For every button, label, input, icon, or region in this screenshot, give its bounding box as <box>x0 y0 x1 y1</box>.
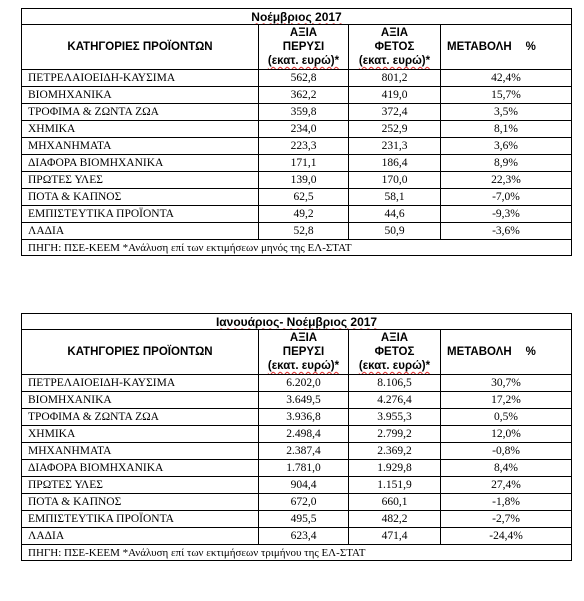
table-row <box>22 392 572 409</box>
row-change: 22,3% <box>441 172 572 189</box>
header-last-year-unit: (εκατ. ευρώ)* <box>267 55 340 67</box>
table-row <box>22 189 572 206</box>
row-current: 58,1 <box>349 189 441 206</box>
table-title-row <box>22 9 572 25</box>
row-change: 3,6% <box>441 138 572 155</box>
monthly-exports-table <box>21 8 572 256</box>
row-last: 359,8 <box>259 104 349 121</box>
table-row <box>22 426 572 443</box>
row-current: 801,2 <box>349 70 441 87</box>
row-change: 30,7% <box>441 375 572 392</box>
table-title: Ιανουάριος- Νοέμβριος 2017 <box>22 314 572 330</box>
table-row <box>22 528 572 545</box>
header-change: ΜΕΤΑΒΟΛΗ % <box>441 25 572 70</box>
row-last: 562,8 <box>259 70 349 87</box>
row-current: 2.369,2 <box>349 443 441 460</box>
table-title-row <box>22 314 572 330</box>
source-row <box>22 545 572 561</box>
row-current: 1.151,9 <box>349 477 441 494</box>
row-current: 3.955,3 <box>349 409 441 426</box>
header-this-year-unit: (εκατ. ευρώ)* <box>358 55 431 67</box>
table-row <box>22 155 572 172</box>
row-change: 15,7% <box>441 87 572 104</box>
row-last: 672,0 <box>259 494 349 511</box>
header-row <box>22 25 572 70</box>
row-last: 139,0 <box>259 172 349 189</box>
table-row <box>22 443 572 460</box>
header-this-year-line1: ΑΞΙΑ <box>380 332 409 344</box>
table-row <box>22 138 572 155</box>
table-row <box>22 494 572 511</box>
row-category: ΕΜΠΙΣΤΕΥΤΙΚΑ ΠΡΟΪΟΝΤΑ <box>22 511 259 528</box>
row-category: ΜΗΧΑΝΗΜΑΤΑ <box>22 443 259 460</box>
row-category: ΔΙΑΦΟΡΑ ΒΙΟΜΗΧΑΝΙΚΑ <box>22 155 259 172</box>
row-category: ΧΗΜΙΚΑ <box>22 121 259 138</box>
row-current: 2.799,2 <box>349 426 441 443</box>
row-last: 223,3 <box>259 138 349 155</box>
row-last: 904,4 <box>259 477 349 494</box>
row-current: 170,0 <box>349 172 441 189</box>
header-this-year-line1: ΑΞΙΑ <box>380 27 409 39</box>
row-current: 1.929,8 <box>349 460 441 477</box>
row-last: 3.936,8 <box>259 409 349 426</box>
header-last-year-line1: ΑΞΙΑ <box>289 332 318 344</box>
row-category: ΧΗΜΙΚΑ <box>22 426 259 443</box>
row-last: 3.649,5 <box>259 392 349 409</box>
header-last-year-line2: ΠΕΡΥΣΙ <box>282 346 325 358</box>
header-this-year <box>349 330 441 375</box>
table-row <box>22 477 572 494</box>
table-row <box>22 511 572 528</box>
row-category: ΠΕΤΡΕΛΑΙΟΕΙΔΗ-ΚΑΥΣΙΜΑ <box>22 375 259 392</box>
row-change: -7,0% <box>441 189 572 206</box>
row-category: ΒΙΟΜΗΧΑΝΙΚΑ <box>22 87 259 104</box>
row-category: ΠΟΤΑ & ΚΑΠΝΟΣ <box>22 189 259 206</box>
header-this-year <box>349 25 441 70</box>
row-current: 471,4 <box>349 528 441 545</box>
row-category: ΠΕΤΡΕΛΑΙΟΕΙΔΗ-ΚΑΥΣΙΜΑ <box>22 70 259 87</box>
row-last: 52,8 <box>259 223 349 240</box>
row-current: 482,2 <box>349 511 441 528</box>
row-last: 362,2 <box>259 87 349 104</box>
row-change: 42,4% <box>441 70 572 87</box>
row-change: 12,0% <box>441 426 572 443</box>
header-this-year-unit: (εκατ. ευρώ)* <box>358 360 431 372</box>
row-change: 8,9% <box>441 155 572 172</box>
row-last: 62,5 <box>259 189 349 206</box>
row-last: 2.498,4 <box>259 426 349 443</box>
row-change: -0,8% <box>441 443 572 460</box>
source-note: ΠΗΓΗ: ΠΣΕ-ΚΕΕΜ *Ανάλυση επί των εκτιμήσεων μηνός της ΕΛ-ΣΤΑΤ <box>22 240 572 256</box>
row-last: 234,0 <box>259 121 349 138</box>
table-row <box>22 121 572 138</box>
row-change: -24,4% <box>441 528 572 545</box>
row-last: 49,2 <box>259 206 349 223</box>
row-current: 50,9 <box>349 223 441 240</box>
row-current: 231,3 <box>349 138 441 155</box>
row-category: ΛΑΔΙΑ <box>22 528 259 545</box>
row-change: -1,8% <box>441 494 572 511</box>
table-row <box>22 87 572 104</box>
table-row <box>22 223 572 240</box>
row-change: -3,6% <box>441 223 572 240</box>
row-last: 1.781,0 <box>259 460 349 477</box>
table-row <box>22 206 572 223</box>
row-change: 3,5% <box>441 104 572 121</box>
header-this-year-line2: ΦΕΤΟΣ <box>374 41 415 53</box>
header-change: ΜΕΤΑΒΟΛΗ % <box>441 330 572 375</box>
header-last-year-line2: ΠΕΡΥΣΙ <box>282 41 325 53</box>
row-category: ΔΙΑΦΟΡΑ ΒΙΟΜΗΧΑΝΙΚΑ <box>22 460 259 477</box>
table-row <box>22 375 572 392</box>
row-category: ΠΡΩΤΕΣ ΥΛΕΣ <box>22 172 259 189</box>
row-category: ΒΙΟΜΗΧΑΝΙΚΑ <box>22 392 259 409</box>
table-row <box>22 409 572 426</box>
table-row <box>22 70 572 87</box>
row-last: 6.202,0 <box>259 375 349 392</box>
row-last: 2.387,4 <box>259 443 349 460</box>
table-title: Νοέμβριος 2017 <box>22 9 572 25</box>
ytd-exports-table <box>21 313 572 561</box>
row-current: 419,0 <box>349 87 441 104</box>
table-row <box>22 104 572 121</box>
row-category: ΜΗΧΑΝΗΜΑΤΑ <box>22 138 259 155</box>
row-change: 8,1% <box>441 121 572 138</box>
header-last-year-line1: ΑΞΙΑ <box>289 27 318 39</box>
header-category: ΚΑΤΗΓΟΡΙΕΣ ΠΡΟΪΟΝΤΩΝ <box>22 330 259 375</box>
row-category: ΕΜΠΙΣΤΕΥΤΙΚΑ ΠΡΟΪΟΝΤΑ <box>22 206 259 223</box>
row-last: 495,5 <box>259 511 349 528</box>
row-current: 4.276,4 <box>349 392 441 409</box>
header-last-year-unit: (εκατ. ευρώ)* <box>267 360 340 372</box>
table-row <box>22 172 572 189</box>
table-row <box>22 460 572 477</box>
header-last-year <box>259 330 349 375</box>
row-current: 8.106,5 <box>349 375 441 392</box>
header-last-year <box>259 25 349 70</box>
source-note: ΠΗΓΗ: ΠΣΕ-ΚΕΕΜ *Ανάλυση επί των εκτιμήσεων τριμήνου της ΕΛ-ΣΤΑΤ <box>22 545 572 561</box>
row-change: 8,4% <box>441 460 572 477</box>
header-row <box>22 330 572 375</box>
row-last: 623,4 <box>259 528 349 545</box>
source-row <box>22 240 572 256</box>
row-current: 186,4 <box>349 155 441 172</box>
row-category: ΛΑΔΙΑ <box>22 223 259 240</box>
row-current: 660,1 <box>349 494 441 511</box>
row-change: -2,7% <box>441 511 572 528</box>
row-category: ΠΟΤΑ & ΚΑΠΝΟΣ <box>22 494 259 511</box>
row-category: ΤΡΟΦΙΜΑ & ΖΩΝΤΑ ΖΩΑ <box>22 409 259 426</box>
header-this-year-line2: ΦΕΤΟΣ <box>374 346 415 358</box>
row-change: 27,4% <box>441 477 572 494</box>
row-current: 44,6 <box>349 206 441 223</box>
row-category: ΠΡΩΤΕΣ ΥΛΕΣ <box>22 477 259 494</box>
row-current: 252,9 <box>349 121 441 138</box>
row-change: 0,5% <box>441 409 572 426</box>
header-category: ΚΑΤΗΓΟΡΙΕΣ ΠΡΟΪΟΝΤΩΝ <box>22 25 259 70</box>
row-current: 372,4 <box>349 104 441 121</box>
row-change: 17,2% <box>441 392 572 409</box>
row-category: ΤΡΟΦΙΜΑ & ΖΩΝΤΑ ΖΩΑ <box>22 104 259 121</box>
row-last: 171,1 <box>259 155 349 172</box>
row-change: -9,3% <box>441 206 572 223</box>
